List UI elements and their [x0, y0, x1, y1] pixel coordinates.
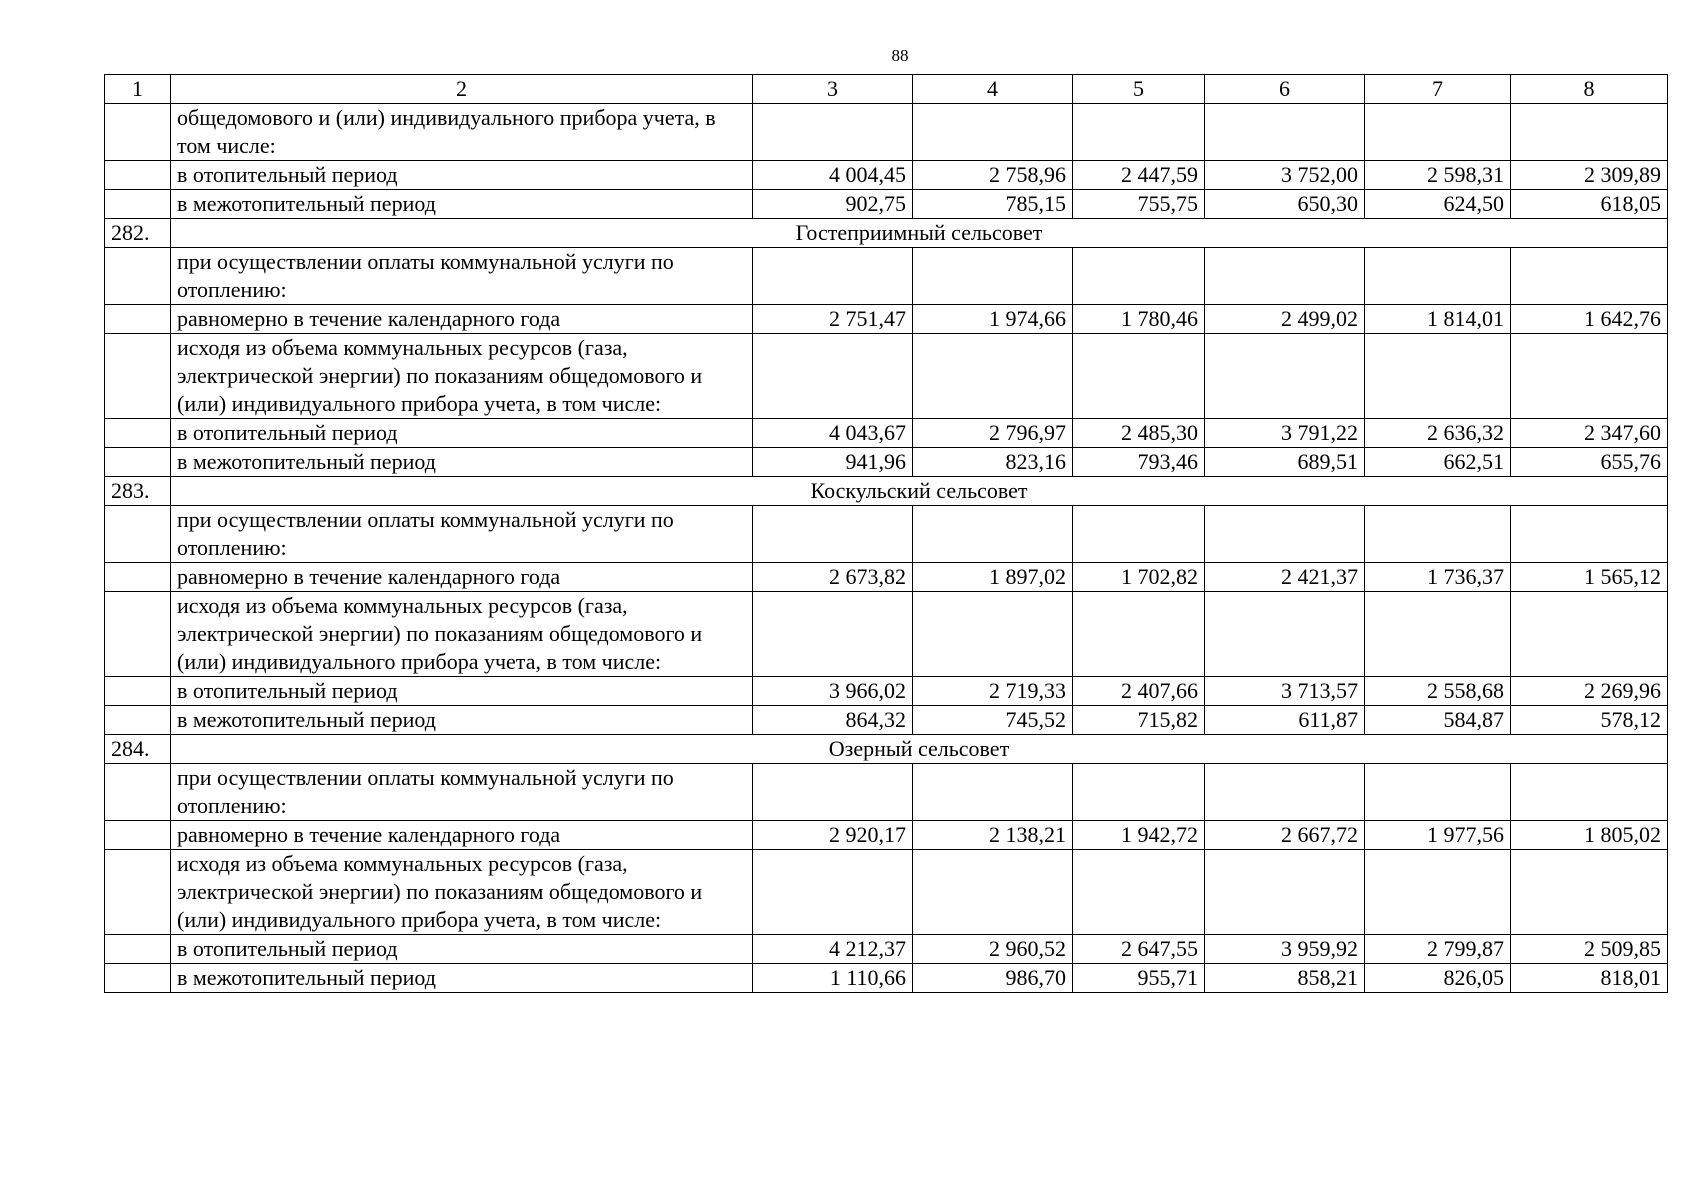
row-number: [105, 161, 171, 190]
row-number: [105, 764, 171, 821]
table-row: [105, 563, 1668, 592]
row-label: исходя из объема коммунальных ресурсов (газа, электрической энергии) по показаниям общедомового и (или) индивидуального прибора учета, в том числе:: [171, 850, 753, 935]
value-cell: 1 780,46: [1073, 305, 1205, 334]
value-cell: 1 565,12: [1511, 563, 1668, 592]
row-label: в межотопительный период: [171, 706, 753, 735]
table-row: [105, 419, 1668, 448]
row-label: при осуществлении оплаты коммунальной услуги по отоплению:: [171, 248, 753, 305]
value-cell: 2 598,31: [1365, 161, 1511, 190]
table-row: [105, 161, 1668, 190]
row-number: [105, 104, 171, 161]
value-cell: 4 212,37: [753, 935, 913, 964]
empty-cell: [1365, 764, 1511, 821]
empty-cell: [1205, 248, 1365, 305]
section-title: Озерный сельсовет: [171, 735, 1668, 764]
value-cell: 2 799,87: [1365, 935, 1511, 964]
row-label: в межотопительный период: [171, 448, 753, 477]
empty-cell: [1073, 248, 1205, 305]
page-number: 88: [891, 46, 909, 65]
empty-cell: [753, 248, 913, 305]
empty-cell: [1511, 764, 1668, 821]
row-label: при осуществлении оплаты коммунальной услуги по отоплению:: [171, 764, 753, 821]
value-cell: 1 805,02: [1511, 821, 1668, 850]
row-number: [105, 850, 171, 935]
value-cell: 1 642,76: [1511, 305, 1668, 334]
empty-cell: [913, 334, 1073, 419]
row-number: [105, 964, 171, 993]
row-number: [105, 706, 171, 735]
column-number-header: 1: [105, 75, 171, 104]
row-label: общедомового и (или) индивидуального прибора учета, в том числе:: [171, 104, 753, 161]
row-number: [105, 419, 171, 448]
value-cell: 3 959,92: [1205, 935, 1365, 964]
row-number: [105, 334, 171, 419]
value-cell: 818,01: [1511, 964, 1668, 993]
table-row: [105, 506, 1668, 563]
value-cell: 578,12: [1511, 706, 1668, 735]
value-cell: 2 751,47: [753, 305, 913, 334]
row-label: в отопительный период: [171, 419, 753, 448]
row-label: исходя из объема коммунальных ресурсов (газа, электрической энергии) по показаниям общедомового и (или) индивидуального прибора учета, в том числе:: [171, 334, 753, 419]
row-number: [105, 592, 171, 677]
column-number-header: 4: [913, 75, 1073, 104]
empty-cell: [753, 104, 913, 161]
value-cell: 618,05: [1511, 190, 1668, 219]
value-cell: 955,71: [1073, 964, 1205, 993]
value-cell: 1 814,01: [1365, 305, 1511, 334]
table-row: [105, 821, 1668, 850]
value-cell: 2 485,30: [1073, 419, 1205, 448]
value-cell: 2 758,96: [913, 161, 1073, 190]
row-label: равномерно в течение календарного года: [171, 305, 753, 334]
empty-cell: [913, 592, 1073, 677]
column-number-header: 3: [753, 75, 913, 104]
row-label: в отопительный период: [171, 935, 753, 964]
table-row: [105, 706, 1668, 735]
table-body: [105, 75, 1668, 993]
value-cell: 1 897,02: [913, 563, 1073, 592]
value-cell: 2 309,89: [1511, 161, 1668, 190]
column-number-header: 6: [1205, 75, 1365, 104]
empty-cell: [1511, 248, 1668, 305]
value-cell: 858,21: [1205, 964, 1365, 993]
value-cell: 2 138,21: [913, 821, 1073, 850]
table-row: [105, 850, 1668, 935]
section-number: 284.: [105, 735, 171, 764]
value-cell: 4 004,45: [753, 161, 913, 190]
value-cell: 2 960,52: [913, 935, 1073, 964]
value-cell: 941,96: [753, 448, 913, 477]
empty-cell: [1365, 104, 1511, 161]
value-cell: 3 791,22: [1205, 419, 1365, 448]
value-cell: 2 636,32: [1365, 419, 1511, 448]
row-label: равномерно в течение календарного года: [171, 821, 753, 850]
value-cell: 2 796,97: [913, 419, 1073, 448]
table-row: [105, 104, 1668, 161]
row-number: [105, 563, 171, 592]
empty-cell: [1205, 506, 1365, 563]
empty-cell: [1365, 592, 1511, 677]
value-cell: 2 920,17: [753, 821, 913, 850]
row-number: [105, 506, 171, 563]
row-label: в межотопительный период: [171, 190, 753, 219]
empty-cell: [913, 764, 1073, 821]
value-cell: 1 736,37: [1365, 563, 1511, 592]
table-row: [105, 964, 1668, 993]
value-cell: 3 966,02: [753, 677, 913, 706]
empty-cell: [1073, 506, 1205, 563]
empty-cell: [753, 850, 913, 935]
value-cell: 584,87: [1365, 706, 1511, 735]
value-cell: 2 719,33: [913, 677, 1073, 706]
value-cell: 2 647,55: [1073, 935, 1205, 964]
value-cell: 2 407,66: [1073, 677, 1205, 706]
value-cell: 2 347,60: [1511, 419, 1668, 448]
empty-cell: [753, 592, 913, 677]
table-row: [105, 764, 1668, 821]
empty-cell: [1205, 850, 1365, 935]
value-cell: 715,82: [1073, 706, 1205, 735]
value-cell: 655,76: [1511, 448, 1668, 477]
column-number-header: 5: [1073, 75, 1205, 104]
empty-cell: [913, 506, 1073, 563]
value-cell: 864,32: [753, 706, 913, 735]
empty-cell: [1073, 850, 1205, 935]
value-cell: 611,87: [1205, 706, 1365, 735]
value-cell: 624,50: [1365, 190, 1511, 219]
value-cell: 745,52: [913, 706, 1073, 735]
column-number-header: 2: [171, 75, 753, 104]
value-cell: 662,51: [1365, 448, 1511, 477]
value-cell: 2 499,02: [1205, 305, 1365, 334]
empty-cell: [913, 104, 1073, 161]
table-row: [105, 190, 1668, 219]
empty-cell: [1205, 334, 1365, 419]
empty-cell: [1205, 764, 1365, 821]
row-label: в отопительный период: [171, 161, 753, 190]
value-cell: 902,75: [753, 190, 913, 219]
value-cell: 650,30: [1205, 190, 1365, 219]
empty-cell: [1511, 506, 1668, 563]
table-row: [105, 592, 1668, 677]
value-cell: 785,15: [913, 190, 1073, 219]
row-number: [105, 305, 171, 334]
value-cell: 2 447,59: [1073, 161, 1205, 190]
value-cell: 1 974,66: [913, 305, 1073, 334]
empty-cell: [753, 334, 913, 419]
value-cell: 1 702,82: [1073, 563, 1205, 592]
empty-cell: [1365, 248, 1511, 305]
empty-cell: [1073, 334, 1205, 419]
empty-cell: [1365, 850, 1511, 935]
value-cell: 2 667,72: [1205, 821, 1365, 850]
table-row: [105, 248, 1668, 305]
empty-cell: [753, 764, 913, 821]
section-number: 282.: [105, 219, 171, 248]
row-number: [105, 190, 171, 219]
section-row: [105, 735, 1668, 764]
value-cell: 3 713,57: [1205, 677, 1365, 706]
table-row: [105, 305, 1668, 334]
value-cell: 986,70: [913, 964, 1073, 993]
empty-cell: [1073, 764, 1205, 821]
empty-cell: [1511, 104, 1668, 161]
empty-cell: [1511, 850, 1668, 935]
empty-cell: [913, 850, 1073, 935]
empty-cell: [1511, 592, 1668, 677]
empty-cell: [1073, 104, 1205, 161]
value-cell: 1 942,72: [1073, 821, 1205, 850]
value-cell: 2 673,82: [753, 563, 913, 592]
empty-cell: [1365, 334, 1511, 419]
row-label: в отопительный период: [171, 677, 753, 706]
value-cell: 1 110,66: [753, 964, 913, 993]
table-row: [105, 935, 1668, 964]
empty-cell: [753, 506, 913, 563]
row-number: [105, 677, 171, 706]
column-number-header: 8: [1511, 75, 1668, 104]
table-row: [105, 334, 1668, 419]
section-number: 283.: [105, 477, 171, 506]
empty-cell: [1205, 592, 1365, 677]
value-cell: 2 421,37: [1205, 563, 1365, 592]
empty-cell: [1511, 334, 1668, 419]
value-cell: 2 509,85: [1511, 935, 1668, 964]
value-cell: 2 269,96: [1511, 677, 1668, 706]
row-label: в межотопительный период: [171, 964, 753, 993]
value-cell: 3 752,00: [1205, 161, 1365, 190]
value-cell: 4 043,67: [753, 419, 913, 448]
section-row: [105, 477, 1668, 506]
row-number: [105, 935, 171, 964]
section-title: Гостеприимный сельсовет: [171, 219, 1668, 248]
value-cell: 823,16: [913, 448, 1073, 477]
section-title: Коскульский сельсовет: [171, 477, 1668, 506]
table-row: [105, 677, 1668, 706]
row-number: [105, 821, 171, 850]
empty-cell: [1073, 592, 1205, 677]
table-header-row: [105, 75, 1668, 104]
table-row: [105, 448, 1668, 477]
row-number: [105, 448, 171, 477]
tariff-table: [104, 74, 1668, 993]
value-cell: 826,05: [1365, 964, 1511, 993]
row-label: при осуществлении оплаты коммунальной услуги по отоплению:: [171, 506, 753, 563]
value-cell: 689,51: [1205, 448, 1365, 477]
empty-cell: [1365, 506, 1511, 563]
value-cell: 2 558,68: [1365, 677, 1511, 706]
row-label: исходя из объема коммунальных ресурсов (газа, электрической энергии) по показаниям общедомового и (или) индивидуального прибора учета, в том числе:: [171, 592, 753, 677]
section-row: [105, 219, 1668, 248]
value-cell: 755,75: [1073, 190, 1205, 219]
row-label: равномерно в течение календарного года: [171, 563, 753, 592]
column-number-header: 7: [1365, 75, 1511, 104]
value-cell: 1 977,56: [1365, 821, 1511, 850]
empty-cell: [913, 248, 1073, 305]
value-cell: 793,46: [1073, 448, 1205, 477]
row-number: [105, 248, 171, 305]
empty-cell: [1205, 104, 1365, 161]
